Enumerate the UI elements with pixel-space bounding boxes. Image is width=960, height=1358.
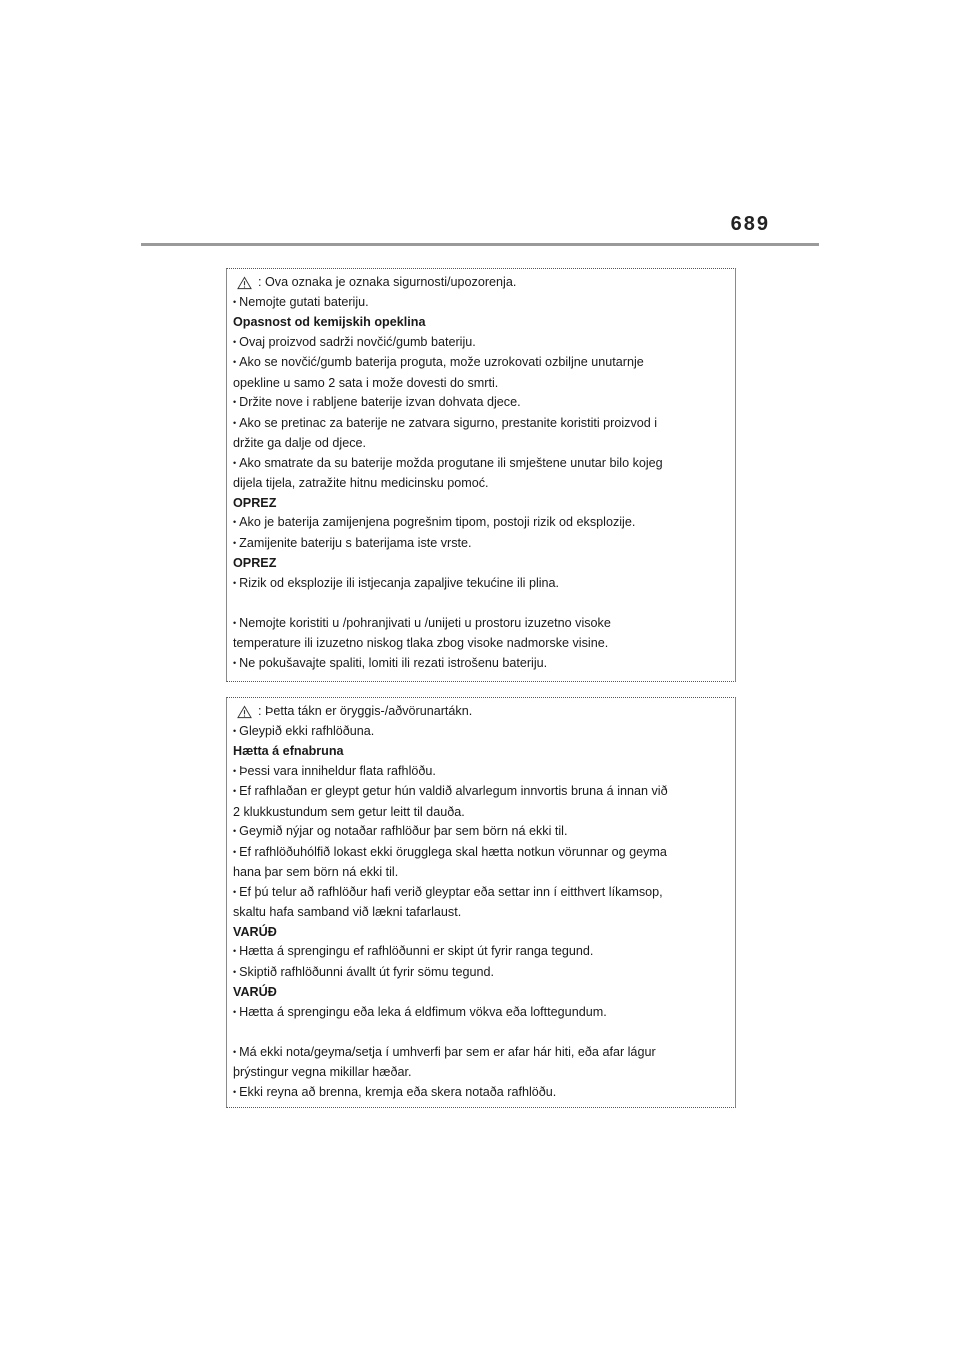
text-line: • Zamijenite bateriju s baterijama iste vrste. (233, 534, 729, 555)
text-line: • Ako se pretinac za baterije ne zatvara sigurno, prestanite koristiti proizvod i (233, 414, 729, 435)
text-line: • Nemojte koristiti u /pohranjivati u /unijeti u prostoru izuzetno visoke (233, 614, 729, 635)
text-line: • Skiptið rafhlöðunni ávallt út fyrir sömu tegund. (233, 963, 729, 984)
section-heading: VARÚÐ (233, 924, 277, 939)
text-line: temperature ili izuzetno niskog tlaka zbog visoke nadmorske visine. (233, 636, 609, 650)
warning-text-lines (233, 722, 729, 1104)
text-line: skaltu hafa samband við lækni tafarlaust. (233, 905, 462, 919)
text-line: • Ako smatrate da su baterije možda progutane ili smještene unutar bilo kojeg (233, 454, 729, 475)
warning-label: : Ova oznaka je oznaka sigurnosti/upozorenja. (258, 275, 517, 289)
text-line: • Ako je baterija zamijenjena pogrešnim tipom, postoji rizik od eksplozije. (233, 513, 729, 534)
text-line: • Gleypið ekki rafhlöðuna. (233, 722, 729, 743)
text-line: • Ako se novčić/gumb baterija proguta, može uzrokovati ozbiljne unutarnje (233, 353, 729, 374)
text-line: hana þar sem börn ná ekki til. (233, 865, 399, 879)
warning-text-lines (233, 293, 729, 675)
text-line: • Držite nove i rabljene baterije izvan dohvata djece. (233, 393, 729, 414)
text-line: držite ga dalje od djece. (233, 436, 367, 450)
warning-box-icelandic (226, 697, 736, 1108)
text-line: • Rizik od eksplozije ili istjecanja zapaljive tekućine ili plina. (233, 574, 729, 595)
section-heading: VARÚÐ (233, 985, 277, 999)
text-line: • Ef rafhlaðan er gleypt getur hún valdið alvarlegum innvortis bruna á innan við (233, 782, 729, 803)
text-line: • Hætta á sprengingu ef rafhlöðunni er skipt út fyrir ranga tegund. (233, 942, 729, 963)
blank-line (233, 1023, 729, 1043)
text-line: • Ef rafhlöðuhólfið lokast ekki örugglega skal hætta notkun vörunnar og geyma (233, 843, 729, 864)
text-line: 2 klukkustundum sem getur leitt til dauða. (233, 804, 465, 819)
section-heading: Opasnost od kemijskih opeklina (233, 315, 426, 329)
warning-label: : Þetta tákn er öryggis-/aðvörunartákn. (258, 704, 473, 718)
text-line: • Þessi vara inniheldur flata rafhlöðu. (233, 762, 729, 783)
page-number: 689 (730, 213, 770, 235)
warning-triangle-icon (237, 705, 252, 719)
text-line: • Ovaj proizvod sadrži novčić/gumb bateriju. (233, 333, 729, 354)
text-line: opekline u samo 2 sata i može dovesti do smrti. (233, 375, 499, 390)
blank-line (233, 594, 729, 614)
text-line: • Nemojte gutati bateriju. (233, 293, 729, 314)
section-heading: OPREZ (233, 495, 277, 510)
section-heading: Hætta á efnabruna (233, 744, 344, 758)
warning-triangle-icon (237, 276, 252, 290)
text-line: • Hætta á sprengingu eða leka á eldfimum vökva eða lofttegundum. (233, 1003, 729, 1024)
text-line: þrýstingur vegna mikillar hæðar. (233, 1065, 412, 1079)
text-line: • Ekki reyna að brenna, kremja eða skera notaða rafhlöðu. (233, 1083, 729, 1104)
header-rule (141, 243, 819, 246)
warning-box-croatian (226, 268, 736, 682)
text-line: • Ne pokušavajte spaliti, lomiti ili rezati istrošenu bateriju. (233, 654, 729, 675)
warning-label-row (233, 273, 729, 293)
text-line: • Geymið nýjar og notaðar rafhlöður þar sem börn ná ekki til. (233, 822, 729, 843)
text-line: • Má ekki nota/geyma/setja í umhverfi þar sem er afar hár hiti, eða afar lágur (233, 1043, 729, 1064)
text-line: • Ef þú telur að rafhlöður hafi verið gleyptar eða settar inn í eitthvert líkamsop, (233, 883, 729, 904)
section-heading: OPREZ (233, 556, 277, 570)
text-line: dijela tijela, zatražite hitnu medicinsku pomoć. (233, 476, 489, 490)
warning-label-row (233, 702, 729, 722)
